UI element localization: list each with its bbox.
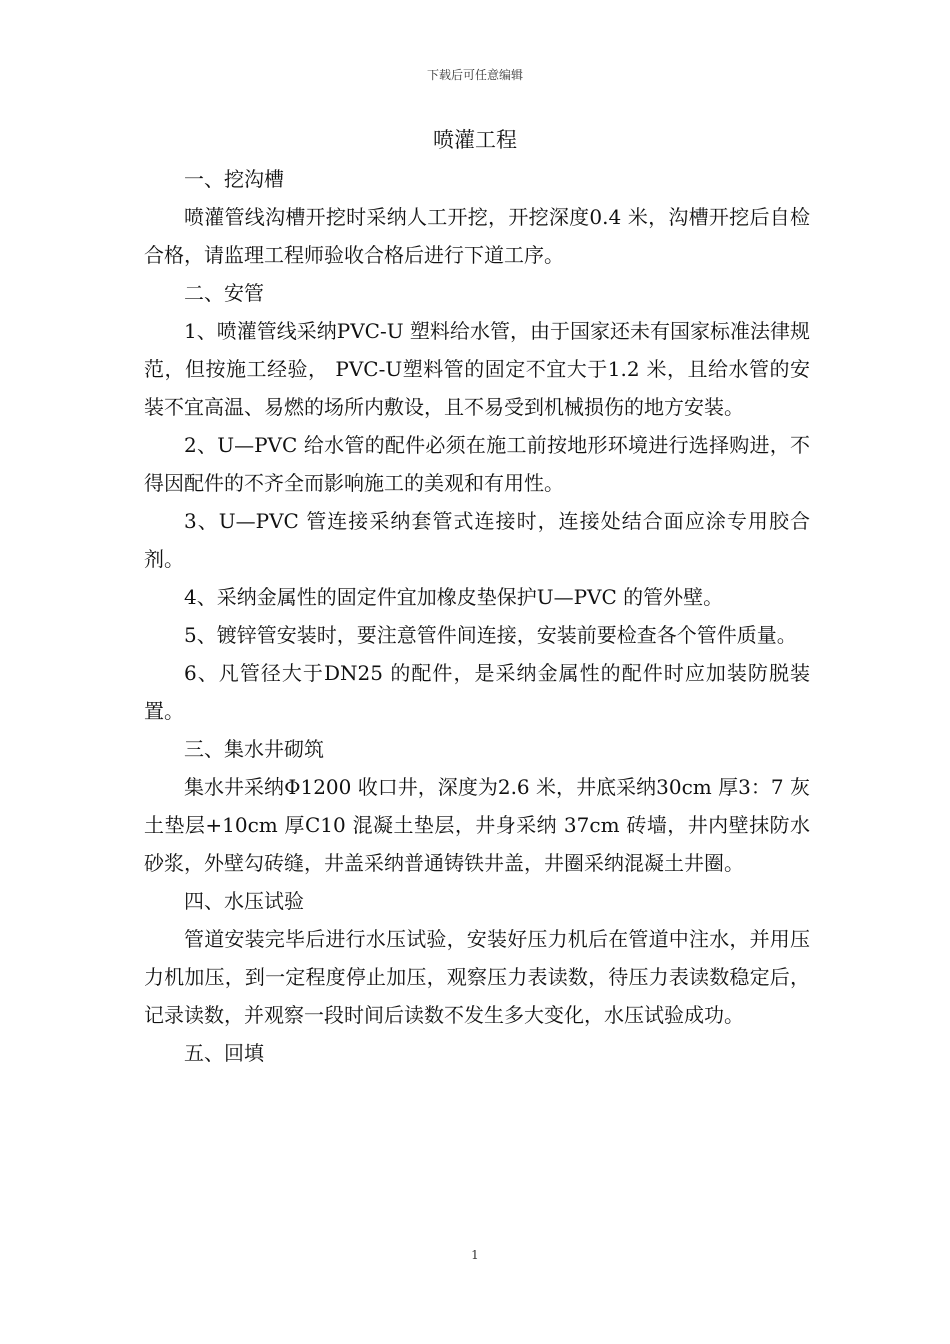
section-heading-well: 三、集水井砌筑 xyxy=(184,737,324,761)
paragraph-trench: 喷灌管线沟槽开挖时采纳人工开挖，开挖深度0.4 米，沟槽开挖后自检合格，请监理工程师验收合格后进行下道工序。 xyxy=(144,205,810,267)
document-title: 喷灌工程 xyxy=(433,128,517,152)
paragraph-pipe-6: 6、凡管径大于DN25 的配件，是采纳金属性的配件时应加装防脱装置。 xyxy=(144,661,810,723)
paragraph-pipe-4: 4、采纳金属性的固定件宜加橡皮垫保护U—PVC 的管外壁。 xyxy=(184,585,724,609)
section-heading-pressure-test: 四、水压试验 xyxy=(184,889,304,913)
section-heading-trench: 一、挖沟槽 xyxy=(184,167,284,191)
paragraph-pipe-1: 1、喷灌管线采纳PVC-U 塑料给水管，由于国家还未有国家标准法律规范，但按施工经验， PVC-U塑料管的固定不宜大于1.2 米，且给水管的安装不宜高温、易燃的场所内敷设，且不易受到机械损伤的地方安装。 xyxy=(144,319,810,419)
page-header: 下载后可任意编辑 xyxy=(426,68,523,82)
document-body xyxy=(144,160,810,1072)
paragraph-pipe-2: 2、U—PVC 给水管的配件必须在施工前按地形环境进行选择购进，不得因配件的不齐全而影响施工的美观和有用性。 xyxy=(144,433,810,495)
section-heading-backfill: 五、回填 xyxy=(184,1041,264,1065)
page-number: 1 xyxy=(471,1248,479,1262)
paragraph-pipe-3: 3、U—PVC 管连接采纳套管式连接时，连接处结合面应涂专用胶合剂。 xyxy=(144,509,810,571)
paragraph-pressure-test: 管道安装完毕后进行水压试验，安装好压力机后在管道中注水，并用压力机加压，到一定程度停止加压，观察压力表读数，待压力表读数稳定后，记录读数，并观察一段时间后读数不发生多大变化，水压试验成功。 xyxy=(144,927,810,1027)
paragraph-well: 集水井采纳Φ1200 收口井，深度为2.6 米，井底采纳30cm 厚3：7 灰土垫层+10cm 厚C10 混凝土垫层，井身采纳 37cm 砖墙，井内壁抹防水砂浆，外壁勾砖缝，井盖采纳普通铸铁井盖，井圈采纳混凝土井圈。 xyxy=(144,775,810,875)
section-heading-pipe-install: 二、安管 xyxy=(184,281,264,305)
paragraph-pipe-5: 5、镀锌管安装时，要注意管件间连接，安装前要检查各个管件质量。 xyxy=(184,623,797,647)
